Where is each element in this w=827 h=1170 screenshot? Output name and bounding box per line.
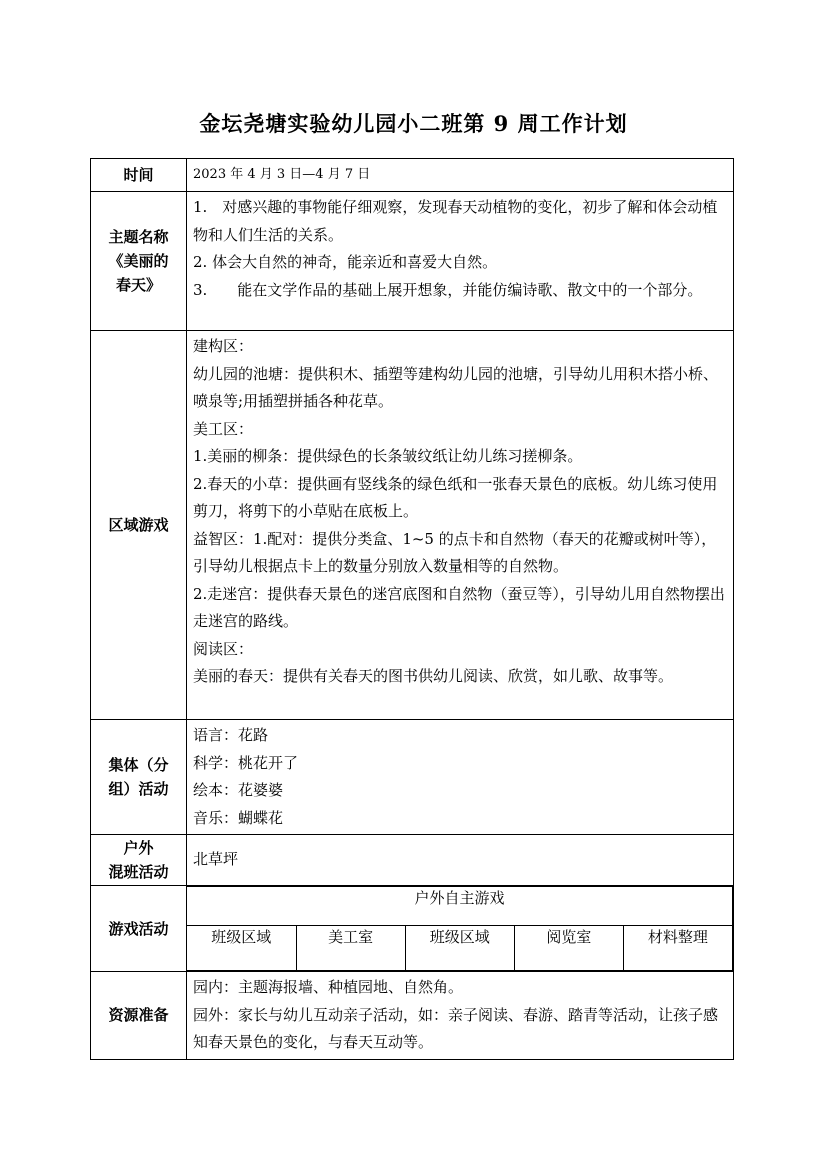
group-item: 绘本：花婆婆 xyxy=(193,781,284,799)
theme-label-line1: 主题名称 xyxy=(108,228,169,246)
area-line: 2.春天的小草：提供画有竖线条的绿色纸和一张春天景色的底板。幼儿练习使用剪刀，将剪下的小草贴在底板上。 xyxy=(193,474,718,520)
area-line: 美丽的春天：提供有关春天的图书供幼儿阅读、欣赏，如儿歌、故事等。 xyxy=(193,667,674,685)
area-line: 益智区：1.配对：提供分类盒、1~5 的点卡和自然物（春天的花瓣或树叶等），引导幼儿根据点卡上的数量分别放入数量相等的自然物。 xyxy=(193,529,717,575)
group-label-line1: 集体（分 xyxy=(108,756,169,774)
theme-goal-1: 1. 对感兴趣的事物能仔细观察，发现春天动植物的变化，初步了解和体会动植物和人们生活的关系。 xyxy=(193,198,718,244)
games-header: 户外自主游戏 xyxy=(187,887,733,926)
group-content xyxy=(187,720,734,835)
area-line: 1.美丽的柳条：提供绿色的长条皱纹纸让幼儿练习搓柳条。 xyxy=(193,447,583,465)
games-content xyxy=(187,886,734,972)
group-label xyxy=(91,720,187,835)
theme-goal-2: 2. 体会大自然的神奇，能亲近和喜爱大自然。 xyxy=(193,253,498,271)
outdoor-label xyxy=(91,835,187,886)
resources-content xyxy=(187,972,734,1060)
resources-row xyxy=(91,972,734,1060)
theme-label-line3: 春天》 xyxy=(115,276,161,294)
work-plan-table xyxy=(90,158,734,1060)
resources-label: 资源准备 xyxy=(91,972,187,1060)
outdoor-label-line2: 混班活动 xyxy=(108,863,169,881)
resources-line: 园外：家长与幼儿互动亲子活动，如：亲子阅读、春游、踏青等活动，让孩子感知春天景色的变化，与春天互动等。 xyxy=(193,1005,719,1051)
theme-goal-3: 3. 能在文学作品的基础上展开想象，并能仿编诗歌、散文中的一个部分。 xyxy=(193,280,703,299)
time-label: 时间 xyxy=(91,159,187,192)
outdoor-label-line1: 户外 xyxy=(123,839,154,857)
group-item: 科学：桃花开了 xyxy=(193,753,299,772)
area-content xyxy=(187,331,734,720)
area-line: 美工区： xyxy=(193,419,254,438)
games-inner-table xyxy=(187,886,733,971)
games-row xyxy=(91,886,734,972)
area-line: 阅读区： xyxy=(193,639,254,658)
page-title: 金坛尧塘实验幼儿园小二班第 9 周工作计划 xyxy=(199,111,628,136)
outdoor-row xyxy=(91,835,734,886)
area-label: 区域游戏 xyxy=(91,331,187,720)
area-line: 幼儿园的池塘：提供积木、插塑等建构幼儿园的池塘，引导幼儿用积木搭小桥、喷泉等;用插塑拼插各种花草。 xyxy=(193,364,719,410)
outdoor-value: 北草坪 xyxy=(187,835,734,886)
theme-row xyxy=(91,192,734,331)
area-row xyxy=(91,331,734,720)
games-cell: 美工室 xyxy=(296,926,405,971)
time-row xyxy=(91,159,734,192)
games-cell: 阅览室 xyxy=(514,926,623,971)
games-label: 游戏活动 xyxy=(91,886,187,972)
area-line: 建构区： xyxy=(193,337,254,355)
resources-line: 园内：主题海报墙、种植园地、自然角。 xyxy=(193,978,464,996)
group-item: 语言：花路 xyxy=(193,726,269,744)
time-value: 2023 年 4 月 3 日—4 月 7 日 xyxy=(187,159,734,192)
theme-label xyxy=(91,192,187,331)
group-row xyxy=(91,720,734,835)
group-item: 音乐：蝴蝶花 xyxy=(193,808,284,827)
theme-label-line2: 《美丽的 xyxy=(108,252,169,270)
area-line: 2.走迷宫：提供春天景色的迷宫底图和自然物（蚕豆等），引导幼儿用自然物摆出走迷宫的路线。 xyxy=(193,584,725,630)
games-cell: 材料整理 xyxy=(623,926,732,971)
games-cell: 班级区域 xyxy=(405,926,514,971)
games-cell: 班级区域 xyxy=(187,926,296,971)
group-label-line2: 组）活动 xyxy=(108,780,169,798)
theme-goals xyxy=(187,192,734,331)
